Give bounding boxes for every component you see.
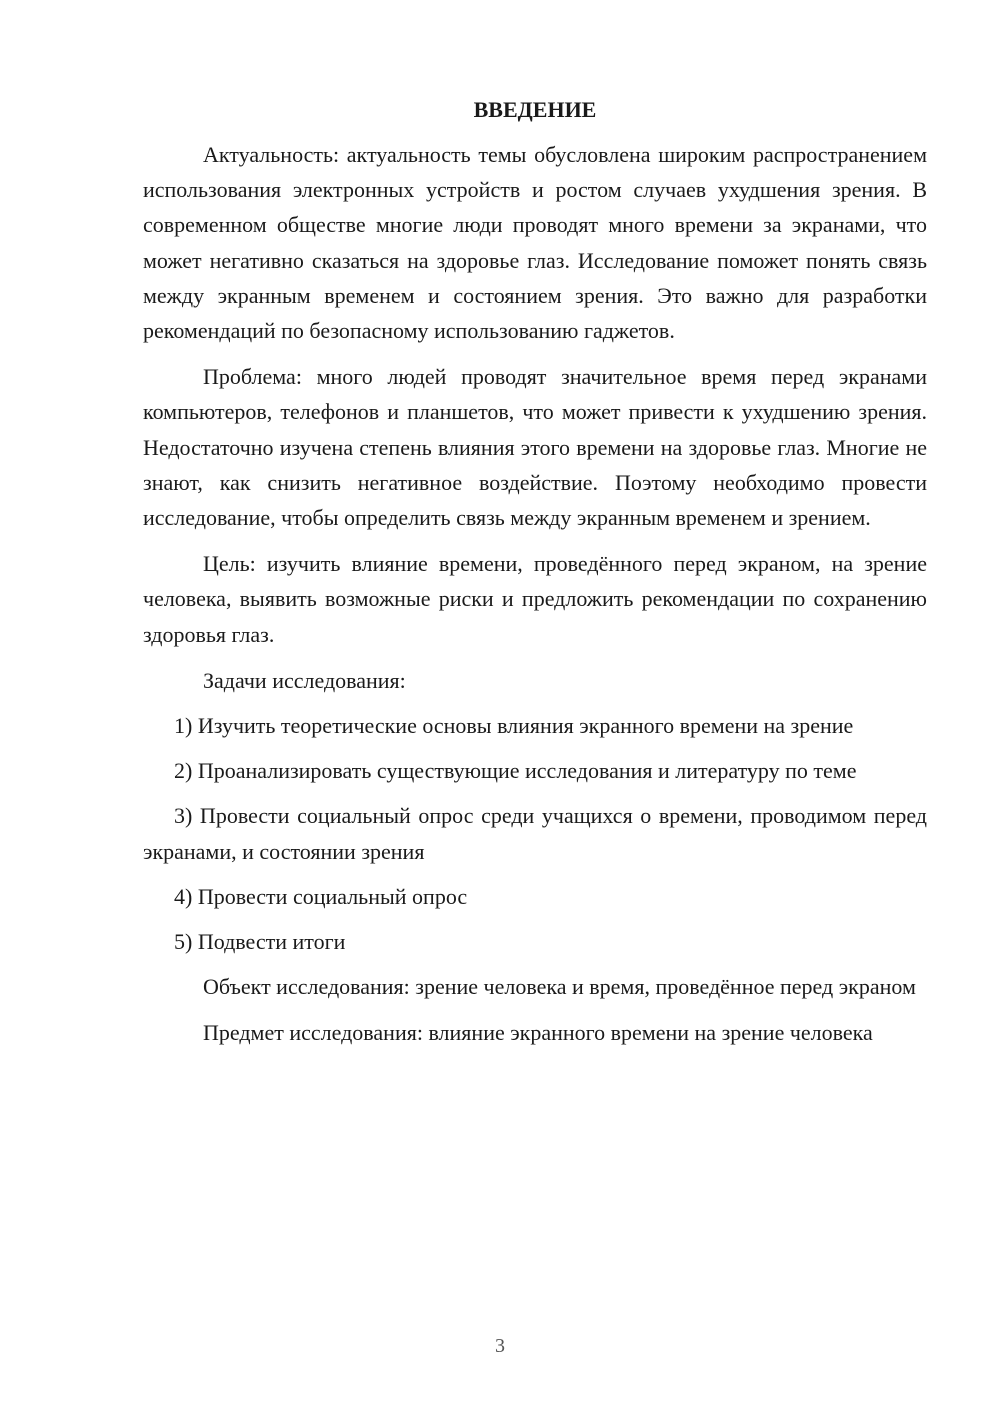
tasks-heading: Задачи исследования: xyxy=(203,667,406,693)
relevance-paragraph: Актуальность: актуальность темы обусловлена широким распространением использования электронных устройств и ростом случаев ухудшения зрения. В современном обществе многие люди проводят много времени за экранами, что может негативно сказаться на здоровье глаз. Исследование поможет понять связь между экранным временем и состоянием зрения. Это важно для разработки рекомендаций по безопасному использованию гаджетов. xyxy=(143,142,927,344)
section-title: ВВЕДЕНИЕ xyxy=(473,97,597,122)
task-item-2: 2) Проанализировать существующие исследования и литературу по теме xyxy=(174,758,857,784)
page-number: 3 xyxy=(495,1335,505,1357)
task-item-5: 5) Подвести итоги xyxy=(174,929,346,955)
problem-paragraph: Проблема: много людей проводят значительное время перед экранами компьютеров, телефонов и планшетов, что может привести к ухудшению зрения. Недостаточно изучена степень влияния этого времени на здоровье глаз. Многие не знают, как снизить негативное воздействие. Поэтому необходимо провести исследование, чтобы определить связь между экранным временем и зрением. xyxy=(143,364,927,531)
tasks-list xyxy=(143,708,927,959)
object-paragraph: Объект исследования: зрение человека и время, проведённое перед экраном xyxy=(203,974,916,1000)
goal-paragraph: Цель: изучить влияние времени, проведённого перед экраном, на зрение человека, выявить возможные риски и предложить рекомендации по сохранению здоровья глаз. xyxy=(143,551,927,647)
page-content xyxy=(143,95,927,1062)
task-item-4: 4) Провести социальный опрос xyxy=(174,883,468,909)
subject-paragraph: Предмет исследования: влияние экранного времени на зрение человека xyxy=(203,1020,873,1046)
task-item-3: 3) Провести социальный опрос среди учащихся о времени, проводимом перед экранами, и состоянии зрения xyxy=(143,803,927,864)
task-item-1: 1) Изучить теоретические основы влияния экранного времени на зрение xyxy=(174,713,854,739)
